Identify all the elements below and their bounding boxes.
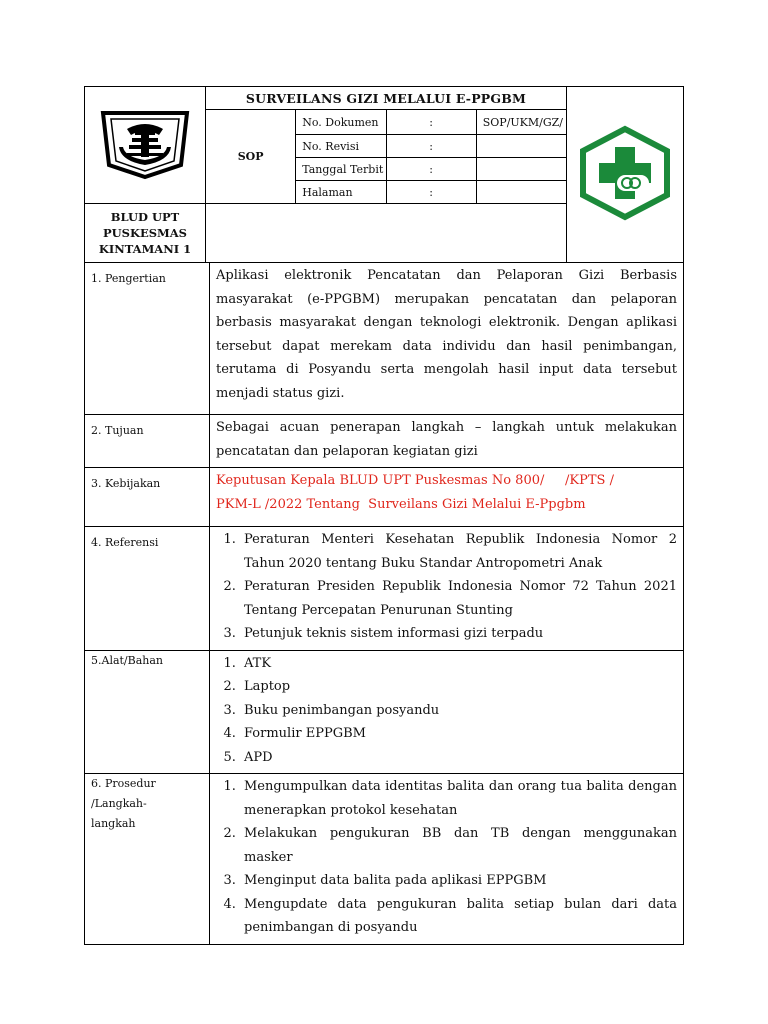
list-item: 3. Buku penimbangan posyandu: [240, 699, 677, 723]
section-content: [210, 774, 684, 945]
tujuan-text: Sebagai acuan penerapan langkah – langkah untuk melakukan pencatatan dan pelaporan kegiatan gizi: [216, 420, 677, 459]
field-colon: :: [386, 110, 476, 135]
section-content: [210, 650, 684, 774]
list-item: 4. Formulir EPPGBM: [240, 722, 677, 746]
list-item: 2. Laptop: [240, 675, 677, 699]
puskesmas-green-cross-icon: [577, 125, 673, 221]
field-label: Tanggal Terbit: [296, 158, 386, 181]
organization-name: [85, 204, 206, 263]
section-content: [210, 415, 684, 468]
section-row-pengertian: [85, 263, 684, 415]
prosedur-label-line: /Langkah-: [91, 797, 147, 810]
sop-body-table: [84, 262, 684, 945]
field-value: [476, 135, 566, 158]
org-line: BLUD UPT: [110, 210, 180, 224]
field-value: [476, 158, 566, 181]
section-label: 1. Pengertian: [85, 263, 210, 415]
section-row-kebijakan: [85, 468, 684, 527]
kebijakan-line: PKM-L /2022 Tentang Surveilans Gizi Melalui E-Ppgbm: [216, 496, 586, 512]
field-colon: :: [386, 181, 476, 204]
right-logo-cell: [567, 87, 684, 263]
field-value: SOP/UKM/GZ/: [476, 110, 566, 135]
list-item: 1. Peraturan Menteri Kesehatan Republik Indonesia Nomor 2 Tahun 2020 tentang Buku Standar Antropometri Anak: [240, 528, 677, 575]
field-colon: :: [386, 135, 476, 158]
field-label: No. Revisi: [296, 135, 386, 158]
list-item: 2. Melakukan pengukuran BB dan TB dengan menggunakan masker: [240, 822, 677, 869]
list-item: 1. ATK: [240, 652, 677, 676]
field-value: [476, 181, 566, 204]
list-item: 4. Mengupdate data pengukuran balita setiap bulan dari data penimbangan di posyandu: [240, 893, 677, 940]
list-item: 1. Mengumpulkan data identitas balita dan orang tua balita dengan menerapkan protokol kesehatan: [240, 775, 677, 822]
field-colon: :: [386, 158, 476, 181]
referensi-list: [216, 528, 677, 646]
regency-crest-icon: [97, 105, 193, 181]
org-line: PUSKESMAS: [102, 226, 187, 240]
section-content: [210, 263, 684, 415]
section-content: [210, 468, 684, 527]
prosedur-label-line: langkah: [91, 817, 136, 830]
list-item: 2. Peraturan Presiden Republik Indonesia Nomor 72 Tahun 2021 Tentang Percepatan Penurunan Stunting: [240, 575, 677, 622]
sop-label: SOP: [206, 110, 296, 204]
prosedur-label-line: 6. Prosedur: [91, 777, 156, 790]
prosedur-list: [216, 775, 677, 940]
section-label: 3. Kebijakan: [85, 468, 210, 527]
section-label: [85, 774, 210, 945]
section-content: [210, 527, 684, 651]
section-row-tujuan: [85, 415, 684, 468]
list-item: 3. Menginput data balita pada aplikasi EPPGBM: [240, 869, 677, 893]
field-label: Halaman: [296, 181, 386, 204]
alat-list: [216, 652, 677, 770]
sop-document: [84, 86, 684, 945]
kebijakan-line: Keputusan Kepala BLUD UPT Puskesmas No 800/ /KPTS /: [216, 473, 614, 488]
sop-header-table: [84, 86, 684, 263]
section-row-alat: [85, 650, 684, 774]
section-label: 2. Tujuan: [85, 415, 210, 468]
section-row-referensi: [85, 527, 684, 651]
list-item: 3. Petunjuk teknis sistem informasi gizi terpadu: [240, 622, 677, 646]
section-row-prosedur: [85, 774, 684, 945]
document-title: SURVEILANS GIZI MELALUI E-PPGBM: [206, 87, 567, 110]
section-label: 4. Referensi: [85, 527, 210, 651]
field-label: No. Dokumen: [296, 110, 386, 135]
org-line: KINTAMANI 1: [98, 242, 192, 256]
list-item: 5. APD: [240, 746, 677, 770]
section-label: 5.Alat/Bahan: [85, 650, 210, 774]
pengertian-text: Aplikasi elektronik Pencatatan dan Pelaporan Gizi Berbasis masyarakat (e-PPGBM) merupakan pencatatan dan pelaporan berbasis masyarakat dengan teknologi elektronik. Dengan aplikasi tersebut dapat merekam data individu dan hasil penimbangan, terutama di Posyandu serta mengolah hasil input data tersebut menjadi status gizi.: [216, 268, 677, 401]
blank-header-cell: [206, 204, 567, 263]
left-logo-cell: [85, 87, 206, 204]
